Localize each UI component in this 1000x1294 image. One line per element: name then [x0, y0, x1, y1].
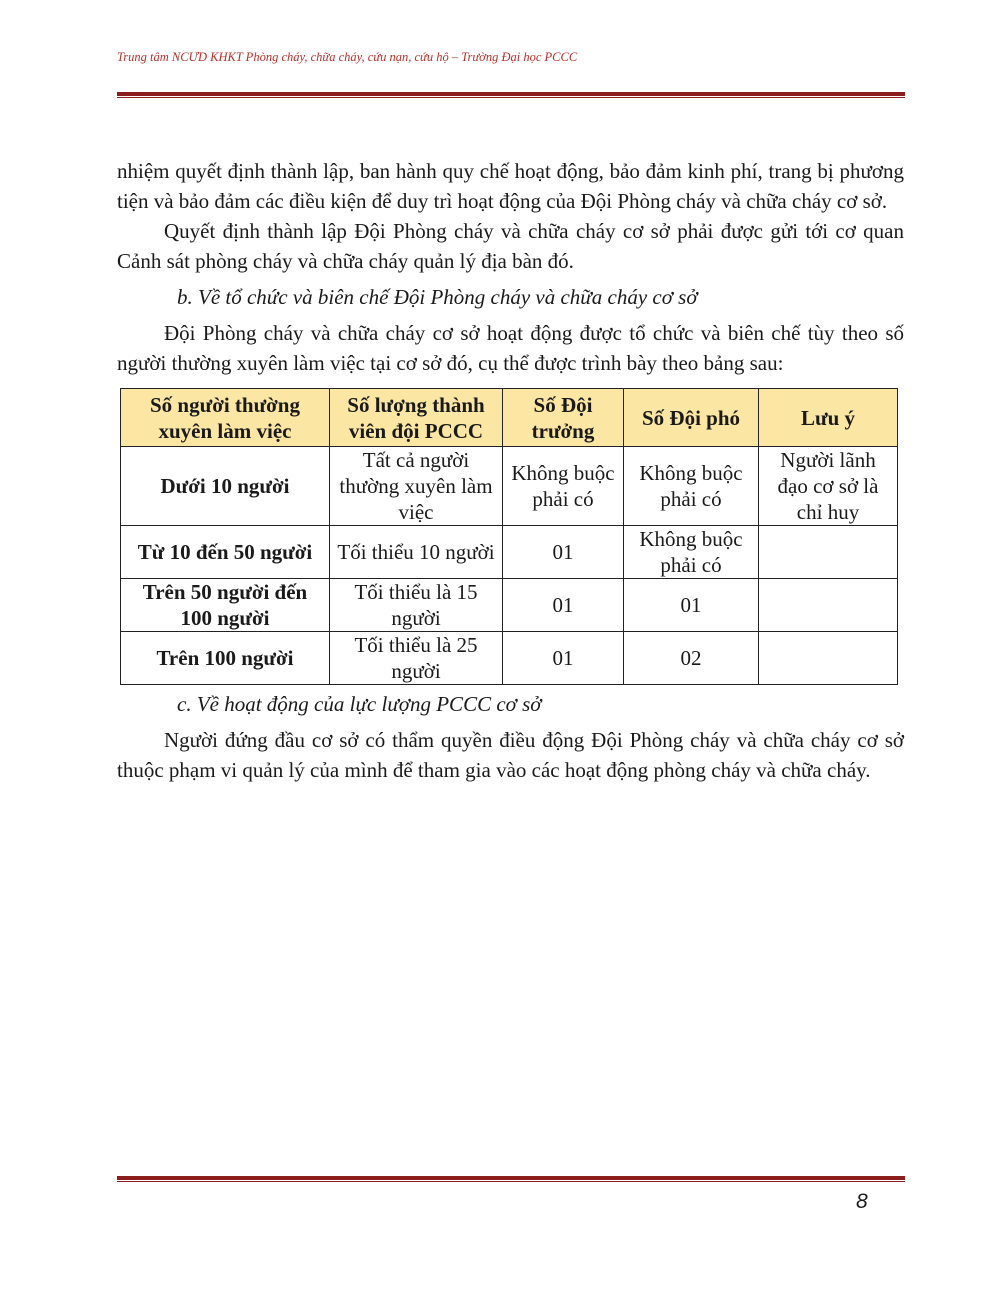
cell-members: Tất cả người thường xuyên làm việc	[330, 447, 503, 526]
cell-note	[759, 526, 898, 579]
cell-note: Người lãnh đạo cơ sở là chỉ huy	[759, 447, 898, 526]
header-divider	[117, 92, 905, 98]
table-header-row	[121, 389, 898, 447]
footer-divider	[117, 1176, 905, 1182]
table-row	[121, 447, 898, 526]
heading-b: b. Về tổ chức và biên chế Đội Phòng cháy và chữa cháy cơ sở	[177, 285, 698, 309]
cell-workers: Dưới 10 người	[121, 447, 330, 526]
cell-workers: Từ 10 đến 50 người	[121, 526, 330, 579]
col-header-deputy: Số Đội phó	[624, 389, 759, 447]
cell-deputy: Không buộc phải có	[624, 447, 759, 526]
col-header-note: Lưu ý	[759, 389, 898, 447]
page-number: 8	[856, 1190, 868, 1213]
cell-note	[759, 579, 898, 632]
paragraph-1: nhiệm quyết định thành lập, ban hành quy chế hoạt động, bảo đảm kinh phí, trang bị phương tiện và bảo đảm các điều kiện để duy trì hoạt động của Đội Phòng cháy và chữa cháy cơ sở.	[117, 159, 904, 213]
cell-members: Tối thiểu 10 người	[330, 526, 503, 579]
cell-deputy: Không buộc phải có	[624, 526, 759, 579]
running-header: Trung tâm NCƯD KHKT Phòng cháy, chữa cháy, cứu nạn, cứu hộ – Trường Đại học PCCC	[117, 50, 578, 64]
col-header-workers: Số người thường xuyên làm việc	[121, 389, 330, 447]
col-header-members: Số lượng thành viên đội PCCC	[330, 389, 503, 447]
paragraph-3: Đội Phòng cháy và chữa cháy cơ sở hoạt động được tổ chức và biên chế tùy theo số người thường xuyên làm việc tại cơ sở đó, cụ thể được trình bày theo bảng sau:	[117, 321, 904, 375]
table-row	[121, 579, 898, 632]
paragraph-2: Quyết định thành lập Đội Phòng cháy và chữa cháy cơ sở phải được gửi tới cơ quan Cảnh sát phòng cháy và chữa cháy quản lý địa bàn đó.	[117, 219, 904, 273]
table-row	[121, 632, 898, 685]
col-header-leader: Số Đội trưởng	[503, 389, 624, 447]
table-row	[121, 526, 898, 579]
cell-deputy: 02	[624, 632, 759, 685]
cell-members: Tối thiểu là 15 người	[330, 579, 503, 632]
cell-leader: 01	[503, 579, 624, 632]
cell-deputy: 01	[624, 579, 759, 632]
cell-workers: Trên 50 người đến 100 người	[121, 579, 330, 632]
cell-members: Tối thiểu là 25 người	[330, 632, 503, 685]
cell-leader: 01	[503, 526, 624, 579]
staffing-table	[120, 388, 898, 685]
cell-workers: Trên 100 người	[121, 632, 330, 685]
cell-leader: 01	[503, 632, 624, 685]
heading-c: c. Về hoạt động của lực lượng PCCC cơ sở	[177, 692, 542, 716]
paragraph-4: Người đứng đầu cơ sở có thẩm quyền điều động Đội Phòng cháy và chữa cháy cơ sở thuộc phạm vi quản lý của mình để tham gia vào các hoạt động phòng cháy và chữa cháy.	[117, 728, 904, 782]
page-content	[117, 156, 904, 785]
cell-leader: Không buộc phải có	[503, 447, 624, 526]
cell-note	[759, 632, 898, 685]
